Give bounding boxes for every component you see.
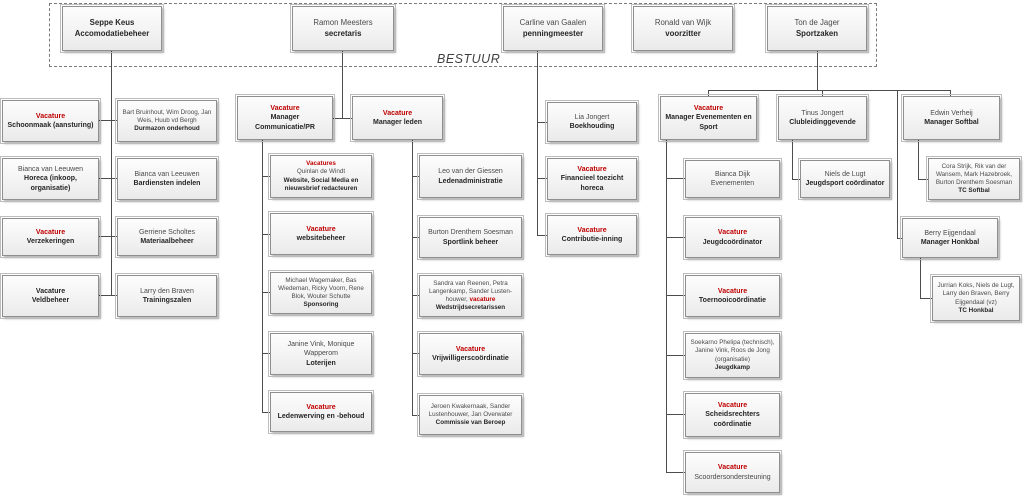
org-box-mgr_leden-line-0: Vacature [382,109,413,117]
connector-line [897,90,898,238]
org-box-g2-line-1: Jeugdcoördinator [702,238,763,246]
org-box-a2 [2,158,99,200]
connector-line [412,415,419,416]
org-box-g5 [685,393,780,437]
org-box-g4-line-0: Soekarno Phelipa (technisch), Janine Vink, Roos de Jong (organisatie) [690,339,775,363]
org-box-g3-line-0: Vacature [717,287,748,295]
org-box-a3-line-1: Verzekeringen [26,238,75,245]
org-box-h1-line-0: Niels de Lugt [824,170,866,178]
org-box-d2 [419,217,522,258]
org-box-d1-line-0: Leo van der Giessen [438,168,503,176]
org-box-c1-line-2: Website, Social Media en nieuwsbrief redacteuren [283,176,359,192]
org-box-a1 [2,100,99,142]
org-box-d4 [419,333,522,375]
org-box-carline [503,6,603,51]
org-box-g4 [685,333,780,378]
org-box-mgr_compr-line-1: Manager Communicatie/PR [255,114,315,131]
org-box-e3 [547,215,637,255]
org-box-h1 [800,160,890,198]
org-box-g1-line-0: Bianca Dijk [714,170,750,178]
org-box-ramon [292,6,394,51]
org-box-e1 [547,102,637,142]
org-box-e1-line-1: Boekhouding [569,123,615,130]
org-box-mgr_compr [237,96,333,140]
org-box-b2-line-1: Bardiensten indelen [133,180,201,187]
org-box-g2-line-0: Vacature [717,229,748,237]
connector-line [333,118,352,119]
org-box-a2-line-1: Horeca (inkoop, organisatie) [24,175,77,192]
connector-line [99,236,117,237]
org-box-f2-line-0: Tinus Jongert [801,109,844,117]
org-box-b3-line-0: Gerriene Scholtes [138,228,196,236]
org-box-c4 [270,333,372,375]
org-box-e1-line-0: Lia Jongert [574,113,610,121]
org-box-g1-line-1: Evenementen [710,180,755,187]
org-box-e3-line-0: Vacature [577,226,607,234]
org-box-b3-line-1: Materiaalbeheer [140,238,194,245]
org-box-ton-line-1: Sportzaken [795,28,839,38]
org-box-seppe [62,6,162,51]
org-box-d1 [419,155,522,198]
connector-line [537,235,547,236]
connector-line [111,51,112,296]
connector-line [537,51,538,235]
connector-line [412,176,419,177]
org-box-i3-line-1: TC Honkbal [958,306,994,314]
org-box-ton [767,6,867,51]
org-box-e2-line-0: Vacature [577,166,607,174]
org-box-a1-line-0: Vacature [35,112,66,120]
org-box-d4-line-1: Vrijwilligerscoördinatie [432,355,509,362]
connector-line [920,258,921,298]
org-box-e3-line-1: Contributie-inning [561,236,623,243]
connector-line [99,295,117,296]
connector-line [537,178,547,179]
org-box-f1 [660,96,757,140]
org-box-d1-line-1: Ledenadministratie [438,177,503,185]
connector-line [412,353,419,354]
org-box-i2 [902,218,998,258]
connector-line [666,140,667,472]
org-box-d5 [419,395,522,435]
connector-line [262,234,270,235]
org-box-c1-line-1: Quinlan de Windt [296,168,346,176]
org-box-c4-line-0: Janine Vink, Monique Wapperom [287,341,355,358]
org-box-a3-line-0: Vacature [35,228,66,236]
org-box-i3 [932,276,1020,321]
connector-line [262,176,270,177]
connector-line [817,51,818,90]
org-box-d3-line-0 [422,280,519,304]
org-box-mgr_leden [352,96,443,140]
org-box-c5-line-1: Ledenwerving en -behoud [277,413,365,420]
org-box-g2 [685,217,780,258]
org-box-ton-line-0: Ton de Jager [794,18,840,28]
connector-line [792,140,793,179]
org-box-b1-line-1: Durmazon onderhoud [134,125,200,133]
org-box-a4 [2,275,99,317]
connector-line [99,178,117,179]
org-box-a4-line-1: Veldbeheer [31,297,70,304]
connector-line [262,140,263,412]
org-box-f1-line-0: Vacature [693,105,724,113]
org-box-c1 [270,155,372,198]
org-box-d3-line-0-part-0: Sandra van Reenen, Petra Langenkamp, Sander Lusten-houwer, [429,279,512,303]
org-box-c3-line-1: Sponsoring [303,301,339,309]
org-box-f2 [778,96,867,140]
connector-line [412,140,413,415]
connector-line [666,355,685,356]
connector-line [918,179,928,180]
org-box-c4-line-1: Loterijen [306,359,336,367]
org-box-d2-line-1: Sportlink beheer [442,238,499,246]
connector-line [666,414,685,415]
org-box-a2-line-0: Bianca van Leeuwen [18,166,83,174]
connector-line [262,292,270,293]
org-box-d4-line-0: Vacature [455,345,486,353]
org-box-a4-line-0: Vacature [35,287,66,295]
connector-line [666,178,685,179]
connector-line [412,237,419,238]
org-box-i1-line-1: TC Softbal [958,187,990,195]
connector-line [920,298,932,299]
org-box-e2 [547,158,637,200]
org-box-b3 [117,218,217,256]
connector-line [918,140,919,179]
org-box-i3-line-0: Jurrian Koks, Niels de Lugt, Larry den Braven, Berry Eijgendaal (vz) [937,282,1015,306]
org-box-g6-line-1: Scoordersondersteuning [694,473,771,481]
connector-line [537,122,547,123]
org-box-c3-line-0: Michael Wagemaker, Bas Wiedeman, Ricky Voorn, Rene Blok, Wouter Schutte [278,276,364,300]
org-box-d3 [419,275,522,317]
org-box-c1-line-0: Vacatures [306,160,336,168]
org-box-ramon-line-1: secretaris [324,28,362,38]
connector-line [99,120,117,121]
org-box-i1 [928,158,1020,200]
org-box-c3 [270,272,372,314]
connector-line [342,51,343,118]
org-box-i1-line-0: Cora Strijk, Rik van der Wansem, Mark Hazebroek, Burton Drenthem Soesman [935,162,1013,186]
org-box-mgr_compr-line-0: Vacature [270,105,300,113]
org-box-ronald [633,6,733,51]
org-box-b4-line-1: Trainingszalen [142,297,192,304]
org-box-ronald-line-1: voorzitter [665,28,701,38]
org-box-seppe-line-0: Seppe Keus [89,18,135,28]
org-box-f3-line-0: Edwin Verheij [930,109,973,117]
org-box-c2-line-0: Vacature [306,225,336,233]
org-box-f1-line-1: Manager Evenementen en Sport [665,114,752,131]
org-box-c2 [270,213,372,255]
org-box-g6-line-0: Vacature [717,464,748,472]
org-box-seppe-line-1: Accomodatiebeheer [74,28,150,38]
org-box-d3-line-1: Wedstrijdsecretarissen [435,304,506,312]
org-box-b1 [117,100,217,142]
connector-line [666,237,685,238]
org-box-d3-line-0-part-1: vacature [469,296,496,303]
org-box-c5-line-0: Vacature [306,403,336,411]
org-box-a3 [2,218,99,256]
connector-line [708,90,951,91]
org-box-carline-line-1: penningmeester [522,28,584,38]
connector-line [412,295,419,296]
org-box-g5-line-1: Scheidsrechters coördinatie [705,411,760,428]
org-box-f2-line-1: Clubleidinggevende [789,119,856,126]
org-box-d5-line-0: Jeroen Kwakernaak, Sander Lustenhouwer, Jan Overwater [428,402,513,418]
org-box-g6 [685,452,780,493]
org-box-b2 [117,158,217,200]
org-box-d5-line-1: Commissie van Beroep [435,419,506,427]
org-box-i2-line-1: Manager Honkbal [920,239,980,246]
connector-line [262,412,270,413]
org-box-g3 [685,275,780,317]
bestuur-label: BESTUUR [437,52,501,66]
org-box-carline-line-0: Carline van Gaalen [519,18,587,28]
org-box-b4-line-0: Larry den Braven [140,287,194,295]
org-box-ramon-line-0: Ramon Meesters [313,18,373,28]
connector-line [262,353,270,354]
org-box-f3 [903,96,1000,140]
org-box-b2-line-0: Bianca van Leeuwen [134,170,200,178]
connector-line [792,179,800,180]
connector-line [666,472,685,473]
org-box-c5 [270,392,372,432]
org-box-g5-line-0: Vacature [717,402,748,410]
org-box-i2-line-0: Berry Eijgendaal [924,229,976,237]
org-box-ronald-line-0: Ronald van Wijk [654,18,712,28]
org-box-g1 [685,160,780,198]
connector-line [666,295,685,296]
org-box-h1-line-1: Jeugdsport coördinator [805,180,885,187]
org-box-c2-line-1: websitebeheer [296,235,346,242]
org-box-g4-line-1: Jeugdkamp [715,363,750,371]
org-box-b1-line-0: Bart Bruinhout, Wim Droog, Jan Weis, Huub vd Bergh [122,108,212,124]
org-box-mgr_leden-line-1: Manager leden [372,119,422,126]
org-box-b4 [117,275,217,317]
org-box-a1-line-1: Schoonmaak (aansturing) [7,122,94,129]
org-box-e2-line-1: Financieel toezicht horeca [560,175,624,192]
org-box-f3-line-1: Manager Softbal [924,119,979,126]
org-box-g3-line-1: Toernooicoördinatie [698,297,767,304]
org-box-d2-line-0: Burton Drenthem Soesman [428,229,513,237]
